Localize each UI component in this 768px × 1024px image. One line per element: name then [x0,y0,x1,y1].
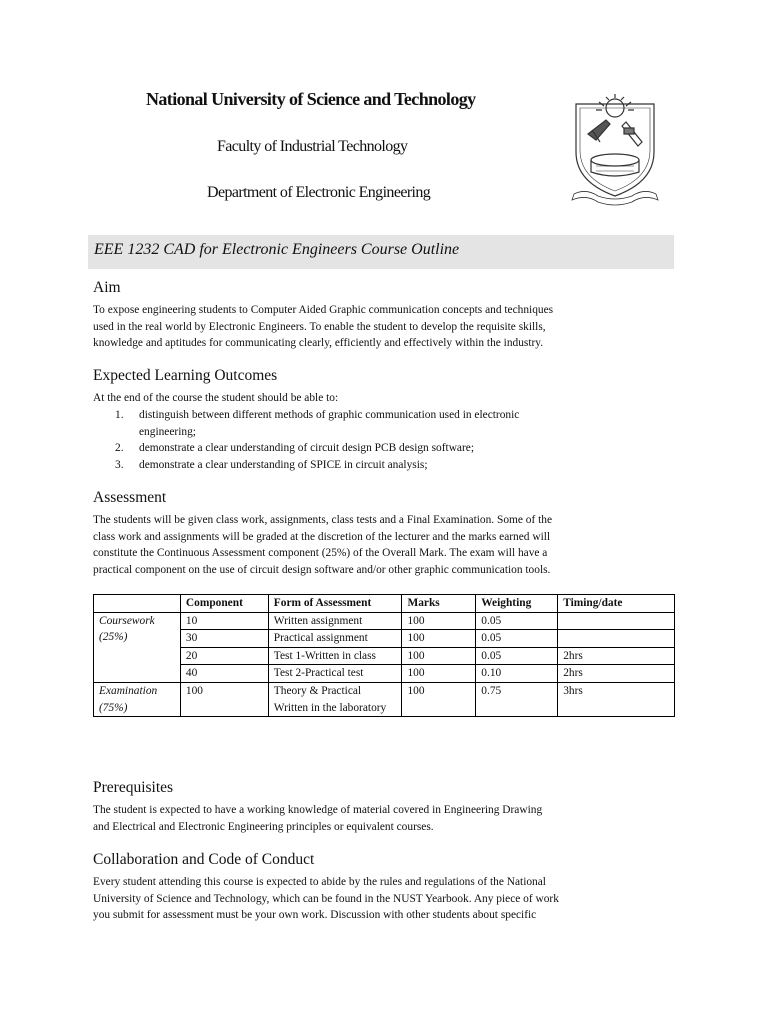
conduct-paragraph [93,874,678,924]
coursework-label-cell [94,612,181,682]
table-header [94,595,181,613]
table-row [94,612,675,630]
table-cell: 2hrs [558,665,675,683]
table-row [94,630,675,648]
list-item [93,407,678,440]
list-number: 2. [115,442,124,455]
list-text: distinguish between different methods of graphic communication used in electronic [139,409,520,421]
table-cell: 100 [402,647,476,665]
table-cell: 0.05 [476,612,558,630]
table-cell: 0.75 [476,682,558,716]
assessment-line: The students will be given class work, assignments, class tests and a Final Examination. Some of the [93,514,553,526]
conduct-heading: Collaboration and Code of Conduct [93,851,315,868]
table-cell: 10 [180,612,268,630]
coursework-percent: (25%) [99,631,128,644]
table-cell: 40 [180,665,268,683]
table-cell: 100 [180,682,268,716]
list-text: engineering; [139,425,196,438]
table-header: Timing/date [558,595,675,613]
list-number: 3. [115,458,124,471]
prerequisites-line: The student is expected to have a working knowledge of material covered in Engineering Drawing [93,804,543,816]
exam-percent: (75%) [99,701,128,714]
prerequisites-line: and Electrical and Electronic Engineering principles or equivalent courses. [93,820,434,833]
aim-paragraph [93,302,678,352]
conduct-line: you submit for assessment must be your own work. Discussion with other students about specific [93,909,537,922]
assessment-line: class work and assignments will be graded at the discretion of the lecturer and the marks earned will [93,530,551,543]
faculty-name: Faculty of Industrial Technology [217,138,408,155]
list-text: demonstrate a clear understanding of SPICE in circuit analysis; [139,458,428,471]
conduct-line: University of Science and Technology, which can be found in the NUST Yearbook. Any piece of work [93,892,559,905]
course-title: EEE 1232 CAD for Electronic Engineers Course Outline [94,241,460,258]
department-name: Department of Electronic Engineering [207,184,431,201]
assessment-line: constitute the Continuous Assessment component (25%) of the Overall Mark. The exam will have a [93,547,548,560]
table-cell: 0.10 [476,665,558,683]
table-cell: 0.05 [476,647,558,665]
assessment-heading: Assessment [93,489,167,506]
table-cell: 20 [180,647,268,665]
table-cell: 100 [402,665,476,683]
aim-line: knowledge and aptitudes for communicating clearly, efficiently and effectively within the industry. [93,337,544,350]
aim-line: To expose engineering students to Computer Aided Graphic communication concepts and techniques [93,304,554,316]
table-cell: 100 [402,612,476,630]
table-cell [558,612,675,630]
table-header: Form of Assessment [268,595,402,613]
table-header: Weighting [476,595,558,613]
table-cell: Written assignment [268,612,402,630]
table-cell: 100 [402,682,476,716]
table-cell: 0.05 [476,630,558,648]
table-cell: 2hrs [558,647,675,665]
conduct-line: Every student attending this course is expected to abide by the rules and regulations of the National [93,876,546,888]
university-name: National University of Science and Technology [146,89,476,109]
list-item [93,457,678,474]
table-cell: 3hrs [558,682,675,716]
aim-heading: Aim [93,279,121,296]
table-row [94,665,675,683]
list-number: 1. [115,409,124,421]
university-crest-logo [566,90,664,208]
table-cell: 30 [180,630,268,648]
list-text: demonstrate a clear understanding of circuit design PCB design software; [139,442,474,455]
table-cell: Theory & Practical Written in the laboratory [268,682,402,716]
exam-label-cell [94,682,181,716]
table-cell: Practical assignment [268,630,402,648]
coursework-label: Coursework [99,614,155,627]
assessment-paragraph [93,512,678,578]
table-cell [558,630,675,648]
table-header: Component [180,595,268,613]
outcomes-list [93,407,678,473]
assessment-table [93,594,675,717]
table-header-row [94,595,675,613]
table-row [94,647,675,665]
list-item [93,440,678,457]
exam-label: Examination [99,684,158,697]
table-row [94,682,675,716]
aim-line: used in the real world by Electronic Engineers. To enable the student to develop the requisite skills, [93,320,546,333]
prerequisites-heading: Prerequisites [93,779,174,796]
assessment-line: practical component on the use of circuit design software and/or other graphic communication tools. [93,563,551,576]
outcomes-intro: At the end of the course the student should be able to: [93,392,339,404]
prerequisites-paragraph [93,802,678,835]
table-cell: Test 1-Written in class [268,647,402,665]
course-title-bar [88,235,674,269]
table-cell: Test 2-Practical test [268,665,402,683]
table-cell: 100 [402,630,476,648]
outcomes-heading: Expected Learning Outcomes [93,367,278,384]
table-header: Marks [402,595,476,613]
